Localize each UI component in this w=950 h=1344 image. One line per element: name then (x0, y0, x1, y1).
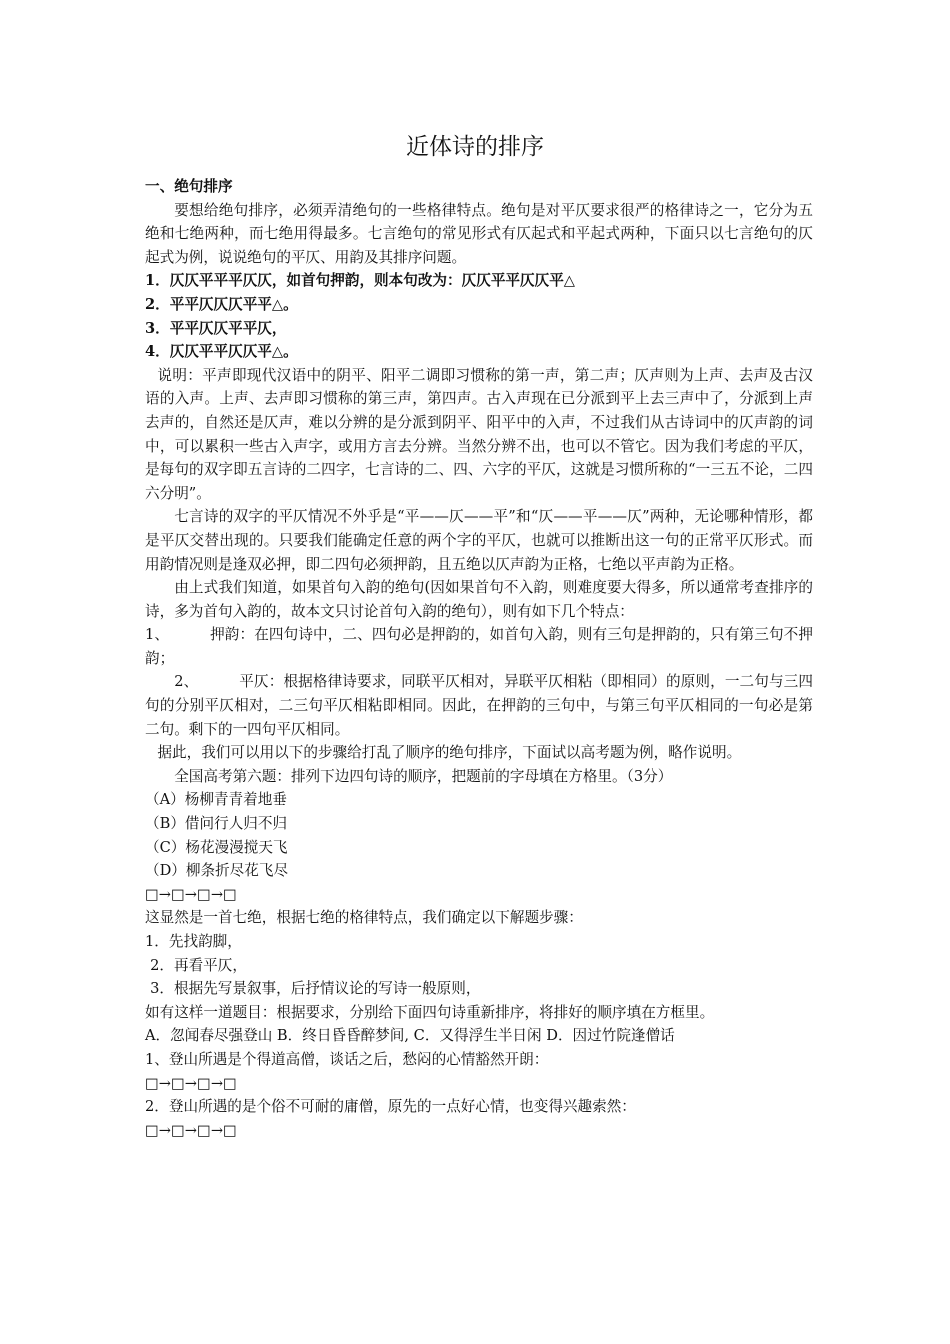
feature-item-1 (145, 623, 813, 670)
exam-question-title: 全国高考第六题：排列下边四句诗的顺序，把题前的字母填在方格里。（3分） (174, 767, 673, 785)
feature-text: 押韵：在四句诗中，二、四句必是押韵的，如首句入韵，则有三句是押韵的，只有第三句不押韵； (145, 626, 813, 667)
answer-boxes: □→□→□→□ (145, 885, 237, 903)
document-body (145, 175, 813, 1142)
question2-intro: 如有这样一道题目：根据要求，分别给下面四句诗重新排序，将排好的顺序填在方框里。 (145, 1003, 715, 1021)
section-heading: 一、绝句排序 (145, 178, 233, 195)
explanation-paragraph: 说明：平声即现代汉语中的阴平、阳平二调即习惯称的第一声，第二声；仄声则为上声、去声及古汉语的入声。上声、去声即习惯称的第三声，第四声。古入声现在已分派到平上去三声中了，分派到上声去声的，自然还是仄声，难以分辨的是分派到阴平、阳平中的入声，不过我们从古诗词中的仄声韵的词中，可以累积一些古入声字，或用方言去分辨。当然分辨不出，也可以不管它。因为我们考虑的平仄，是每句的双字即五言诗的二四字，七言诗的二、四、六字的平仄，这就是习惯所称的“一三五不论，二四六分明”。 (145, 366, 813, 502)
case-1: 1、登山所遇是个得道高僧，谈话之后，愁闷的心情豁然开朗： (145, 1050, 549, 1068)
exam-option: （B）借问行人归不归 (145, 815, 288, 833)
answer-boxes: □→□→□→□ (145, 1074, 237, 1092)
answer-boxes: □→□→□→□ (145, 1121, 237, 1139)
feature-text: 平仄：根据格律诗要求，同联平仄相对，异联平仄相粘（即相同）的原则，一二句与三四句的分别平仄相对，二三句平仄相粘即相同。因此，在押韵的三句中，与第三句平仄相同的一句必是第二句。剩下的一四句平仄相同。 (145, 673, 813, 738)
intro-paragraph: 要想给绝句排序，必须弄清绝句的一些格律特点。绝句是对平仄要求很严的格律诗之一，它分为五绝和七绝两种，而七绝用得最多。七言绝句的常见形式有仄起式和平起式两种，下面只以七言绝句的仄起式为例，说说绝句的平仄、用韵及其排序问题。 (145, 201, 813, 266)
pattern-line: 4．仄仄平平仄仄平△。 (145, 343, 298, 361)
step-item: 1．先找韵脚， (145, 933, 242, 950)
pattern-line: 1．仄仄平平平仄仄，如首句押韵，则本句改为：仄仄平平仄仄平△ (145, 272, 576, 290)
feature-number: 1、 (145, 626, 170, 644)
step-item: 3．根据先写景叙事，后抒情议论的写诗一般原则， (150, 980, 481, 998)
exam-option: （D）柳条折尽花飞尽 (145, 862, 289, 880)
exam-option: （A）杨柳青青着地垂 (145, 791, 287, 809)
feature-item-2 (145, 670, 813, 741)
exam-option: （C）杨花漫漫搅天飞 (145, 838, 288, 856)
question2-options: A．忽闻春尽强登山 B．终日昏昏醉梦间, C．又得浮生半日闲 D．因过竹院逢僧话 (145, 1027, 675, 1045)
pattern-line: 2．平平仄仄仄平平△。 (145, 295, 298, 313)
double-char-paragraph: 七言诗的双字的平仄情况不外乎是“平——仄——平”和“仄——平——仄”两种，无论哪种情形，都是平仄交替出现的。只要我们能确定任意的两个字的平仄，也就可以推断出这一句的正常平仄形式。而用韵情况则是逢双必押，即二四句必须押韵，且五绝以仄声韵为正格，七绝以平声韵为正格。 (145, 508, 813, 573)
step-item: 2．再看平仄， (150, 956, 247, 974)
case-2: 2．登山所遇的是个俗不可耐的庸僧，原先的一点好心情，也变得兴趣索然： (145, 1098, 636, 1116)
page-title: 近体诗的排序 (406, 134, 544, 160)
pattern-line: 3．平平仄仄平平仄， (145, 319, 287, 337)
feature-number: 2、 (174, 673, 199, 691)
features-paragraph: 由上式我们知道，如果首句入韵的绝句(因如果首句不入韵，则难度要大得多，所以通常考查排序的诗，多为首句入韵的，故本文只讨论首句入韵的绝句），则有如下几个特点： (145, 579, 813, 620)
steps-intro-paragraph: 据此，我们可以用以下的步骤给打乱了顺序的绝句排序，下面试以高考题为例，略作说明。 (157, 744, 742, 762)
analysis-paragraph: 这显然是一首七绝，根据七绝的格律特点，我们确定以下解题步骤： (145, 909, 583, 927)
